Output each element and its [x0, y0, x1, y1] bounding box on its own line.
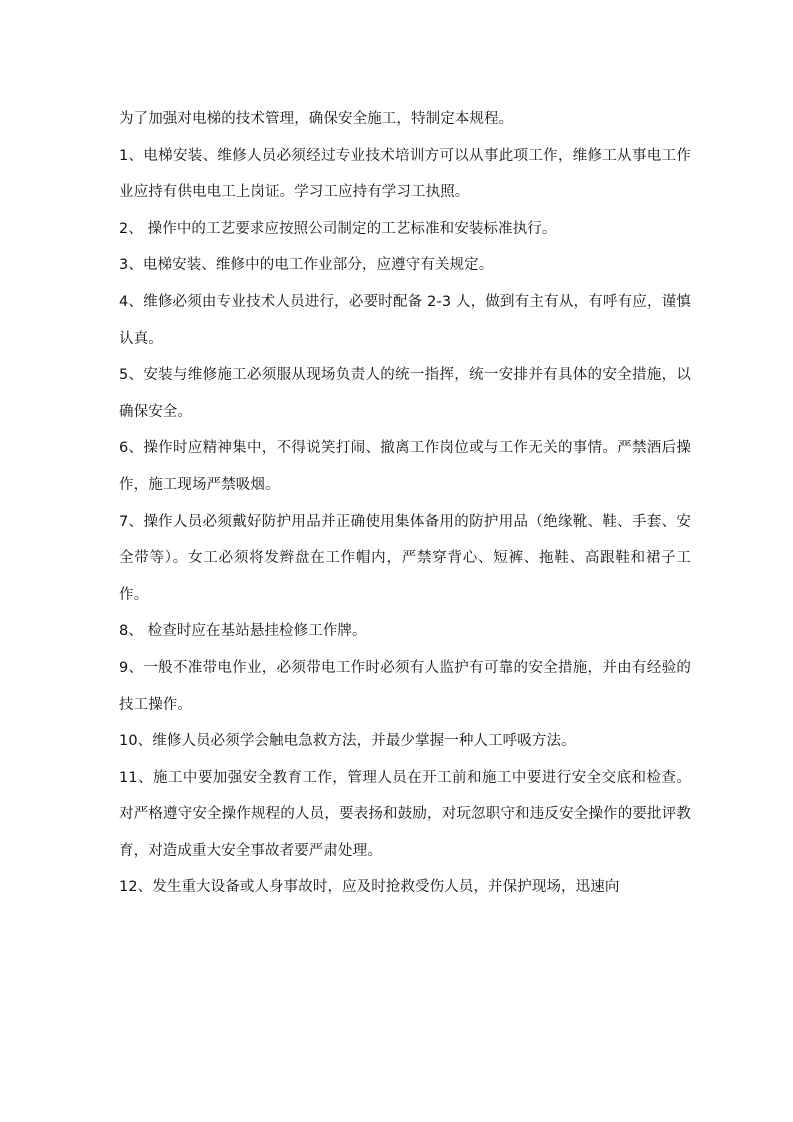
document-body — [119, 101, 691, 906]
rule-5-paragraph: 5、安装与维修施工必须服从现场负责人的统一指挥，统一安排并有具体的安全措施，以确保安全。 — [119, 367, 691, 420]
rule-6-paragraph: 6、操作时应精神集中，不得说笑打闹、撤离工作岗位或与工作无关的事情。严禁酒后操作，施工现场严禁吸烟。 — [119, 440, 691, 493]
rule-7-paragraph: 7、操作人员必须戴好防护用品并正确使用集体备用的防护用品（绝缘靴、鞋、手套、安全带等）。女工必须将发辫盘在工作帽内，严禁穿背心、短裤、拖鞋、高跟鞋和裙子工作。 — [119, 513, 691, 603]
rule-9-paragraph: 9、一般不准带电作业，必须带电工作时必须有人监护有可靠的安全措施，并由有经验的技工操作。 — [119, 659, 691, 713]
rule-12-paragraph: 12、发生重大设备或人身事故时，应及时抢救受伤人员，并保护现场，迅速向 — [119, 879, 620, 896]
rule-1-paragraph: 1、电梯安装、维修人员必须经过专业技术培训方可以从事此项工作，维修工从事电工作业应持有供电电工上岗证。学习工应持有学习工执照。 — [119, 147, 691, 201]
rule-11-paragraph: 11、施工中要加强安全教育工作，管理人员在开工前和施工中要进行安全交底和检查。对严格遵守安全操作规程的人员，要表扬和鼓励，对玩忽职守和违反安全操作的要批评教育，对造成重大安全事故者要严肃处理。 — [119, 769, 691, 859]
rule-2-paragraph: 2、 操作中的工艺要求应按照公司制定的工艺标准和安装标准执行。 — [119, 220, 557, 237]
rule-3-paragraph: 3、电梯安装、维修中的电工作业部分，应遵守有关规定。 — [119, 257, 494, 274]
rule-10-paragraph: 10、维修人员必须学会触电急救方法，并最少掌握一种人工呼吸方法。 — [119, 733, 576, 750]
rule-8-paragraph: 8、 检查时应在基站悬挂检修工作牌。 — [119, 623, 367, 640]
rule-4-paragraph: 4、维修必须由专业技术人员进行，必要时配备 2-3 人，做到有主有从，有呼有应，谨慎认真。 — [119, 293, 691, 347]
intro-paragraph: 为了加强对电梯的技术管理，确保安全施工，特制定本规程。 — [119, 111, 514, 127]
